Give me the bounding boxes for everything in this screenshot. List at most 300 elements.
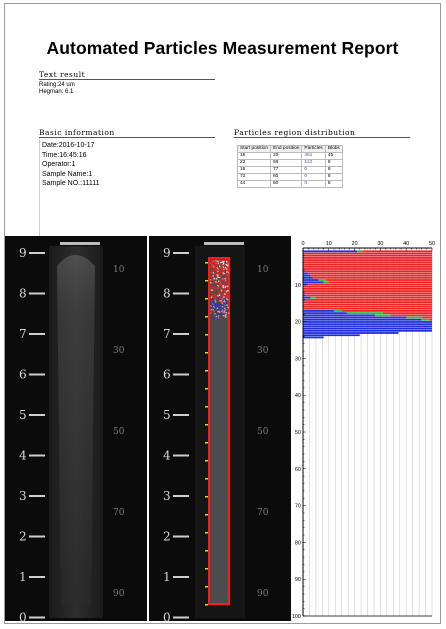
particle-speck [227, 317, 228, 318]
bar-segment-red [303, 290, 432, 292]
particle-speck [218, 281, 219, 282]
table-row [238, 160, 343, 167]
particle-speck [213, 289, 214, 290]
raw-gauge-right-label: 30 [113, 346, 125, 356]
particle-speck [221, 294, 222, 295]
particle-speck [211, 309, 212, 310]
bar-segment-blue [303, 323, 432, 325]
particle-speck [227, 299, 228, 300]
table-cell: 0 [302, 181, 325, 188]
particle-speck [216, 271, 217, 272]
table-cell: 451 [302, 153, 325, 160]
raw-gauge-scale-label: 2 [19, 529, 27, 544]
bar-segment-red [306, 299, 432, 301]
table-row [238, 181, 343, 188]
basic-info-side-line [39, 138, 40, 236]
position-marker [205, 370, 208, 372]
particle-speck [225, 267, 226, 268]
particle-speck [218, 291, 219, 292]
particle-speck [225, 315, 226, 316]
particle-speck [220, 300, 221, 301]
particle-speck [212, 290, 213, 291]
bar-segment-blue [303, 275, 311, 277]
particle-speck [211, 295, 212, 296]
raw-gauge-drawing [5, 236, 147, 621]
particle-speck [227, 274, 228, 275]
y-tick-label: 70 [294, 503, 301, 510]
bar-segment-red [316, 297, 432, 299]
bar-segment-red [303, 259, 432, 261]
particle-speck [222, 306, 223, 307]
bar-segment-red [306, 295, 432, 297]
bar-segment-blue [303, 272, 308, 274]
table-cell: 113 [302, 160, 325, 167]
particle-speck [222, 311, 223, 312]
bar-segment-green [347, 312, 383, 314]
processed-gauge-scale-label: 9 [163, 246, 171, 260]
bar-segment-red [303, 255, 432, 257]
particle-speck [222, 302, 223, 303]
processed-gauge-scale-tick [173, 252, 189, 254]
particle-speck [213, 270, 214, 271]
particle-speck [225, 278, 226, 279]
processed-gauge-drawing [149, 236, 291, 621]
particle-speck [228, 270, 229, 271]
particle-speck [222, 269, 223, 270]
basic-info-heading: Basic information [39, 128, 115, 137]
particle-speck [226, 285, 227, 286]
particle-speck [217, 267, 218, 268]
processed-gauge-right-label: 10 [257, 265, 269, 275]
processed-gauge-right-label: 30 [257, 346, 269, 356]
table-cell: 20 [271, 153, 302, 160]
bar-segment-blue [303, 328, 432, 330]
particle-speck [213, 303, 214, 304]
particle-speck [224, 293, 225, 294]
particle-speck [219, 293, 220, 294]
particle-speck [216, 270, 217, 271]
x-tick-label: 0 [301, 241, 305, 247]
particle-speck [225, 273, 226, 274]
basic-info-divider [39, 137, 215, 138]
particle-speck [215, 281, 216, 282]
table-row [238, 174, 343, 181]
position-marker [205, 262, 208, 264]
raw-gauge-scale-tick [29, 333, 45, 335]
bar-segment-green [422, 319, 430, 321]
particle-speck [225, 298, 226, 299]
position-marker [205, 586, 208, 588]
processed-gauge-right-label: 50 [257, 427, 269, 437]
table-cell: 72 [238, 174, 271, 181]
particle-speck [211, 301, 212, 302]
particle-speck [224, 311, 225, 312]
particle-speck [228, 294, 229, 295]
particle-speck [218, 315, 219, 316]
processed-gauge-scale-label: 0 [163, 610, 171, 621]
particle-speck [225, 281, 226, 282]
bar-segment-red [303, 268, 432, 270]
processed-gauge-scale-tick [173, 455, 189, 457]
particle-speck [216, 316, 217, 317]
particle-speck [226, 304, 227, 305]
raw-gauge-scale-label: 5 [19, 408, 27, 422]
bar-segment-green [318, 279, 326, 281]
gauge-top-highlight [60, 242, 100, 245]
particle-speck [223, 265, 224, 266]
particle-speck [210, 312, 211, 313]
table-cell: 8 [325, 181, 342, 188]
particle-speck [225, 260, 226, 261]
bar-segment-blue [303, 314, 375, 316]
particle-speck [225, 304, 226, 305]
particle-speck [220, 281, 221, 282]
particle-speck [211, 318, 212, 319]
bar-segment-red [308, 284, 432, 286]
gauge-glow [57, 255, 95, 606]
bar-segment-red [303, 261, 432, 263]
particle-speck [213, 306, 214, 307]
particle-speck [213, 282, 214, 283]
particle-speck [221, 289, 222, 290]
bar-segment-green [406, 317, 421, 319]
raw-gauge-right-label: 70 [113, 508, 125, 518]
distribution-chart-svg [289, 236, 437, 623]
y-tick-label: 40 [294, 393, 301, 400]
particle-speck [210, 307, 211, 308]
bar-segment-green [357, 250, 362, 252]
bar-segment-red [303, 266, 432, 268]
particle-speck [225, 309, 226, 310]
particle-speck [225, 300, 226, 301]
particle-speck [217, 308, 218, 309]
bar-segment-blue [303, 321, 432, 323]
particle-speck [220, 290, 221, 291]
particle-speck [218, 273, 219, 274]
particle-speck [227, 307, 228, 308]
particle-speck [228, 313, 229, 314]
processed-gauge-scale-label: 6 [163, 367, 171, 382]
position-marker [205, 604, 208, 606]
raw-gauge-scale-label: 0 [19, 610, 27, 621]
text-result-divider [39, 79, 215, 80]
particle-speck [220, 261, 221, 262]
raw-gauge-scale-tick [29, 455, 45, 457]
particle-speck [219, 304, 220, 305]
particle-speck [218, 263, 219, 264]
particle-speck [218, 304, 219, 305]
raw-gauge-scale-label: 9 [19, 246, 27, 260]
particle-speck [214, 265, 215, 266]
particle-speck [223, 267, 224, 268]
particle-speck [223, 296, 224, 297]
raw-gauge-scale-label: 3 [19, 489, 27, 503]
bar-segment-blue [303, 312, 347, 314]
particle-speck [224, 268, 225, 269]
particle-speck [210, 302, 211, 303]
table-row [238, 153, 343, 160]
raw-gauge-scale-tick [29, 414, 45, 416]
particle-speck [217, 275, 218, 276]
bar-segment-green [311, 297, 316, 299]
bar-segment-blue [303, 310, 334, 312]
particle-speck [215, 300, 216, 301]
particle-speck [215, 291, 216, 292]
particle-speck [225, 317, 226, 318]
distribution-header-row [238, 146, 343, 153]
raw-gauge-scale-tick [29, 495, 45, 497]
particle-speck [217, 311, 218, 312]
particle-speck [219, 284, 220, 285]
particle-speck [221, 272, 222, 273]
particle-speck [214, 276, 215, 277]
particle-speck [220, 302, 221, 303]
position-marker [205, 280, 208, 282]
particle-speck [222, 280, 223, 281]
bar-segment-red [303, 253, 432, 255]
particle-speck [217, 261, 218, 262]
particle-speck [210, 273, 211, 274]
particle-speck [223, 280, 224, 281]
particle-speck [210, 287, 211, 288]
particle-speck [217, 313, 218, 314]
bar-segment-blue [303, 297, 311, 299]
processed-gauge-scale-label: 1 [163, 570, 171, 584]
table-cell: 77 [271, 167, 302, 174]
processed-gauge-scale-tick [173, 374, 189, 376]
raw-gauge-scale-label: 7 [19, 327, 27, 341]
particle-speck [214, 294, 215, 295]
particle-speck [216, 278, 217, 279]
particle-speck [214, 267, 215, 268]
bar-segment-red [303, 288, 432, 290]
col-end-position: End position [271, 146, 302, 153]
particle-speck [219, 266, 220, 267]
raw-gauge-scale-label: 4 [19, 448, 27, 463]
table-cell: 0 [302, 167, 325, 174]
bar-segment-blue [303, 319, 422, 321]
bar-segment-red [329, 281, 432, 283]
position-marker [205, 388, 208, 390]
bar-segment-blue [303, 325, 432, 327]
report-title: Automated Particles Measurement Report [46, 38, 399, 58]
bar-segment-blue [303, 337, 324, 339]
particle-speck [211, 265, 212, 266]
processed-gauge-scale-tick [173, 414, 189, 416]
particle-speck [221, 284, 222, 285]
particle-speck [213, 310, 214, 311]
particle-speck [215, 301, 216, 302]
particle-speck [218, 277, 219, 278]
particle-speck [210, 282, 211, 283]
x-tick-label: 20 [351, 241, 358, 247]
y-tick-label: 60 [294, 466, 301, 473]
particle-speck [226, 276, 227, 277]
x-tick-label: 30 [377, 241, 384, 247]
table-cell: 8 [325, 167, 342, 174]
bar-segment-red [422, 317, 432, 319]
particle-speck [223, 315, 224, 316]
particle-speck [212, 270, 213, 271]
particle-speck [222, 304, 223, 305]
particle-speck [214, 313, 215, 314]
table-cell: 8 [325, 174, 342, 181]
particle-speck [219, 312, 220, 313]
y-tick-label: 20 [294, 319, 301, 326]
raw-gauge-scale-label: 6 [19, 367, 27, 382]
basic-info-date: Date:2016-10-17 [42, 142, 95, 149]
processed-gauge-scale-tick [173, 536, 189, 538]
processed-gauge-scale-tick [173, 576, 189, 578]
y-tick-label: 80 [294, 540, 301, 547]
bar-segment-red [303, 303, 432, 305]
particle-speck [212, 261, 213, 262]
bar-segment-red [303, 301, 432, 303]
particle-speck [219, 269, 220, 270]
x-tick-label: 50 [428, 241, 436, 247]
bar-segment-blue [303, 279, 318, 281]
basic-info-sample-name: Sample Name:1 [42, 170, 93, 178]
bar-segment-blue [303, 332, 398, 334]
processed-gauge-scale-label: 4 [163, 448, 171, 463]
particle-speck [226, 271, 227, 272]
processed-gauge-scale-label: 5 [163, 408, 171, 422]
particle-speck [212, 266, 213, 267]
col-start-position: Start position [238, 146, 271, 153]
position-marker [205, 514, 208, 516]
particle-speck [215, 297, 216, 298]
particle-speck [214, 262, 215, 263]
particle-speck [215, 288, 216, 289]
particle-speck [212, 313, 213, 314]
particle-speck [226, 307, 227, 308]
bar-segment-red [383, 312, 432, 314]
bar-segment-red [303, 257, 432, 259]
particle-speck [219, 265, 220, 266]
particle-speck [220, 287, 221, 288]
particle-speck [212, 310, 213, 311]
processed-gauge-scale-tick [173, 495, 189, 497]
particle-speck [223, 287, 224, 288]
position-marker [205, 442, 208, 444]
particle-speck [223, 261, 224, 262]
particle-speck [211, 278, 212, 279]
particle-speck [223, 278, 224, 279]
particle-speck [212, 293, 213, 294]
particle-speck [213, 272, 214, 273]
position-marker [205, 298, 208, 300]
particle-speck [211, 304, 212, 305]
bar-segment-blue [303, 317, 406, 319]
particle-speck [221, 292, 222, 293]
particle-speck [219, 277, 220, 278]
raw-gauge-scale-label: 8 [19, 286, 27, 301]
position-marker [205, 316, 208, 318]
particle-speck [227, 277, 228, 278]
particle-speck [211, 271, 212, 272]
particle-speck [225, 296, 226, 297]
particle-speck [223, 294, 224, 295]
y-tick-label: 100 [291, 614, 301, 620]
y-tick-label: 10 [294, 282, 301, 289]
bar-segment-red [303, 264, 432, 266]
particle-speck [211, 275, 212, 276]
particle-speck [226, 279, 227, 280]
raw-gauge-scale-label: 1 [19, 570, 27, 584]
table-cell: 15 [238, 153, 271, 160]
particle-speck [225, 265, 226, 266]
particle-distribution-chart [289, 236, 437, 623]
bar-segment-red [429, 319, 432, 321]
col-particles: Particles [302, 146, 325, 153]
particle-speck [219, 294, 220, 295]
distribution-divider [234, 137, 410, 138]
particle-speck [211, 297, 212, 298]
particle-speck [226, 262, 227, 263]
particle-speck [219, 314, 220, 315]
position-marker [205, 334, 208, 336]
particle-speck [214, 304, 215, 305]
table-cell: 44 [238, 181, 271, 188]
position-marker [205, 532, 208, 534]
particle-speck [227, 267, 228, 268]
bar-segment-blue [303, 284, 308, 286]
bar-segment-red [303, 308, 432, 310]
table-cell: 0 [302, 174, 325, 181]
raw-gauge-scale-tick [29, 252, 45, 254]
bar-segment-green [324, 281, 329, 283]
bar-segment-blue [303, 334, 360, 336]
table-cell: 80 [271, 174, 302, 181]
bar-segment-red [303, 270, 432, 272]
particle-speck [219, 310, 220, 311]
particle-speck [212, 285, 213, 286]
particle-speck [223, 309, 224, 310]
particle-speck [215, 270, 216, 271]
x-tick-label: 10 [325, 241, 332, 247]
particle-speck [211, 263, 212, 264]
bar-segment-red [303, 286, 432, 288]
particle-speck [227, 290, 228, 291]
particle-speck [221, 266, 222, 267]
particle-speck [222, 301, 223, 302]
position-marker [205, 424, 208, 426]
particle-speck [226, 291, 227, 292]
particle-speck [227, 297, 228, 298]
particle-speck [223, 271, 224, 272]
table-cell: 22 [238, 160, 271, 167]
particle-speck [217, 301, 218, 302]
x-tick-label: 40 [403, 241, 410, 247]
particle-speck [218, 287, 219, 288]
table-cell: 58 [271, 160, 302, 167]
bar-segment-red [326, 279, 432, 281]
processed-gauge-scale-tick [173, 333, 189, 335]
table-cell: 60 [271, 181, 302, 188]
bar-segment-red [391, 314, 432, 316]
raw-gauge-scale-tick [29, 617, 45, 619]
processed-gauge-scale-tick [173, 617, 189, 619]
particle-speck [220, 308, 221, 309]
raw-gauge-scale-tick [29, 374, 45, 376]
particle-speck [213, 269, 214, 270]
raw-gauge-image [5, 236, 147, 621]
table-row [238, 167, 343, 174]
particle-speck [213, 280, 214, 281]
y-tick-label: 90 [294, 577, 301, 584]
basic-info-sample-no: Sample NO.:11111 [42, 180, 100, 187]
bar-segment-green [334, 310, 342, 312]
